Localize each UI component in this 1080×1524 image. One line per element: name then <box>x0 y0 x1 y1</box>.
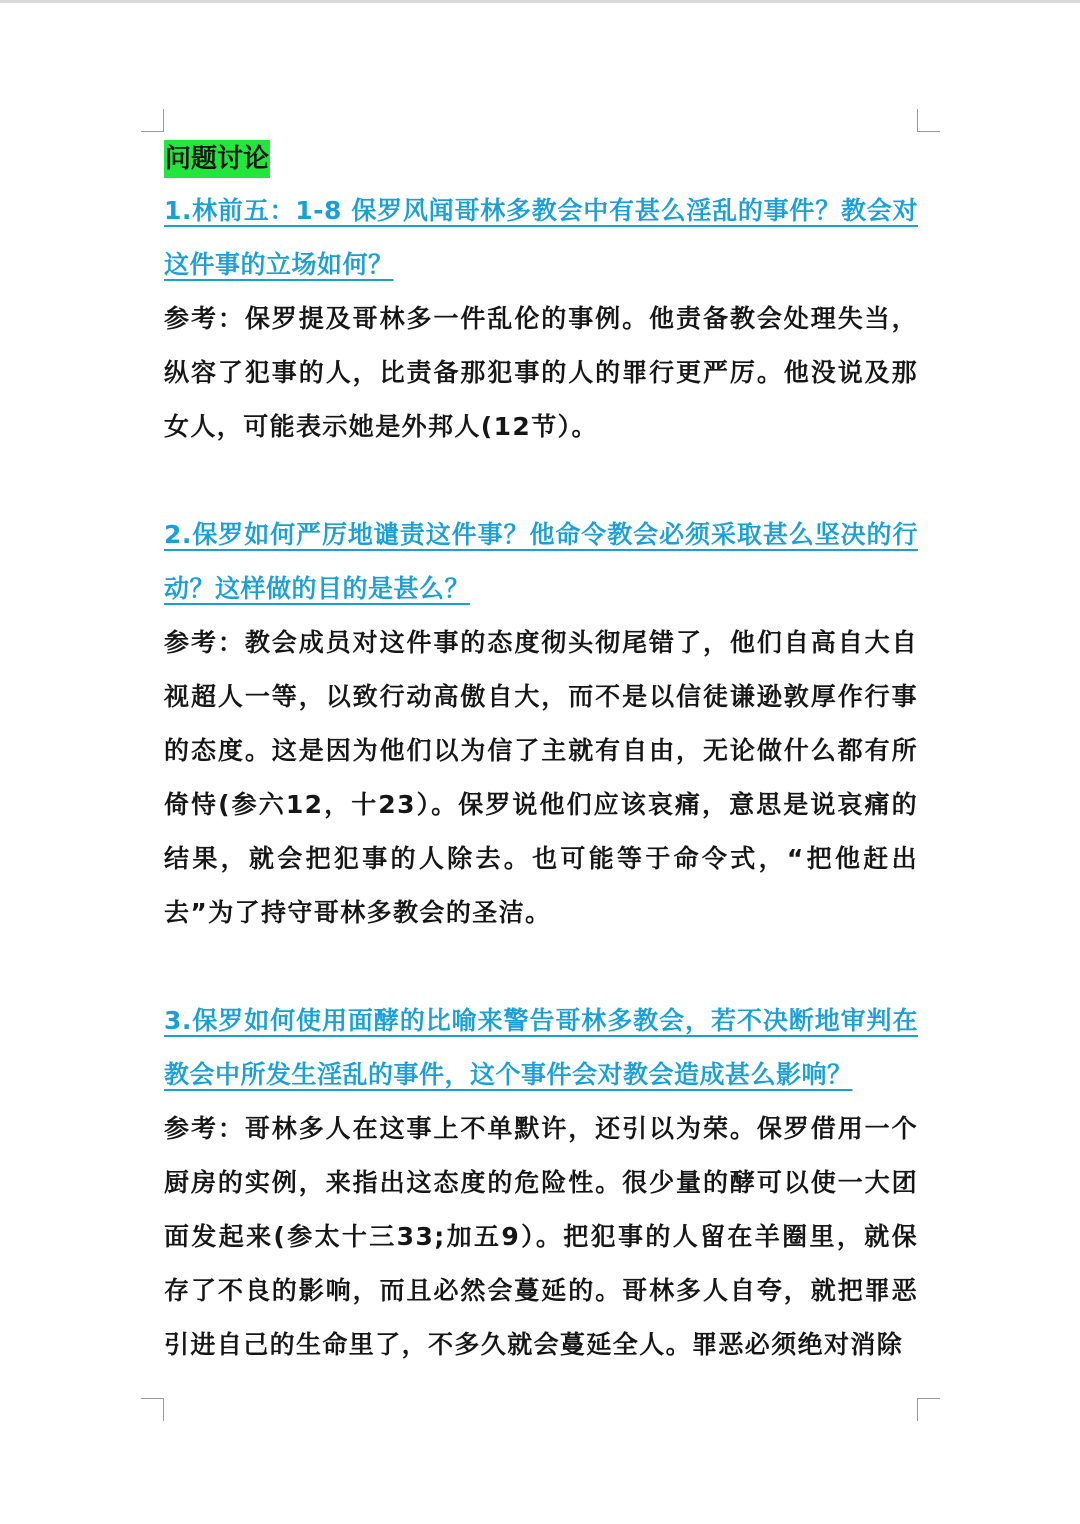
page-corner-mark-top-left <box>141 109 164 132</box>
discussion-item-3 <box>164 994 918 1372</box>
answer-label: 参考： <box>164 628 245 657</box>
question-1[interactable]: 1.林前五：1-8 保罗风闻哥林多教会中有甚么淫乱的事件？教会对这件事的立场如何？ <box>164 196 918 279</box>
answer-1 <box>164 292 918 454</box>
discussion-item-2 <box>164 508 918 940</box>
page-corner-mark-bottom-left <box>141 1398 164 1421</box>
discussion-item-1 <box>164 184 918 454</box>
answer-3 <box>164 1102 918 1372</box>
section-heading: 问题讨论 <box>164 140 270 178</box>
answer-label: 参考： <box>164 1114 245 1143</box>
document-body <box>164 136 918 1426</box>
answer-text: 保罗提及哥林多一件乱伦的事例。他责备教会处理失当，纵容了犯事的人，比责备那犯事的人的罪行更严厉。他没说及那女人，可能表示她是外邦人(12节）。 <box>164 304 918 441</box>
question-3[interactable]: 3.保罗如何使用面酵的比喻来警告哥林多教会，若不决断地审判在教会中所发生淫乱的事件，这个事件会对教会造成甚么影响？ <box>164 1006 918 1089</box>
page-corner-mark-top-right <box>917 109 940 132</box>
answer-2 <box>164 616 918 940</box>
answer-text: 哥林多人在这事上不单默许，还引以为荣。保罗借用一个厨房的实例，来指出这态度的危险性。很少量的酵可以使一大团面发起来(参太十三33;加五9）。把犯事的人留在羊圈里，就保存了不良的影响，而且必然会蔓延的。哥林多人自夸，就把罪恶引进自己的生命里了，不多久就会蔓延全人。罪恶必须绝对消除 <box>164 1114 918 1359</box>
question-2[interactable]: 2.保罗如何严厉地谴责这件事？他命令教会必须采取甚么坚决的行动？这样做的目的是甚么？ <box>164 520 918 603</box>
page-corner-mark-bottom-right <box>917 1398 940 1421</box>
answer-label: 参考： <box>164 304 245 333</box>
top-border-line <box>0 0 1080 3</box>
answer-text: 教会成员对这件事的态度彻头彻尾错了，他们自高自大自视超人一等，以致行动高傲自大，而不是以信徒谦逊敦厚作行事的态度。这是因为他们以为信了主就有自由，无论做什么都有所倚恃(参六12，十23）。保罗说他们应该哀痛，意思是说哀痛的结果，就会把犯事的人除去。也可能等于命令式，“把他赶出去”为了持守哥林多教会的圣洁。 <box>164 628 918 927</box>
